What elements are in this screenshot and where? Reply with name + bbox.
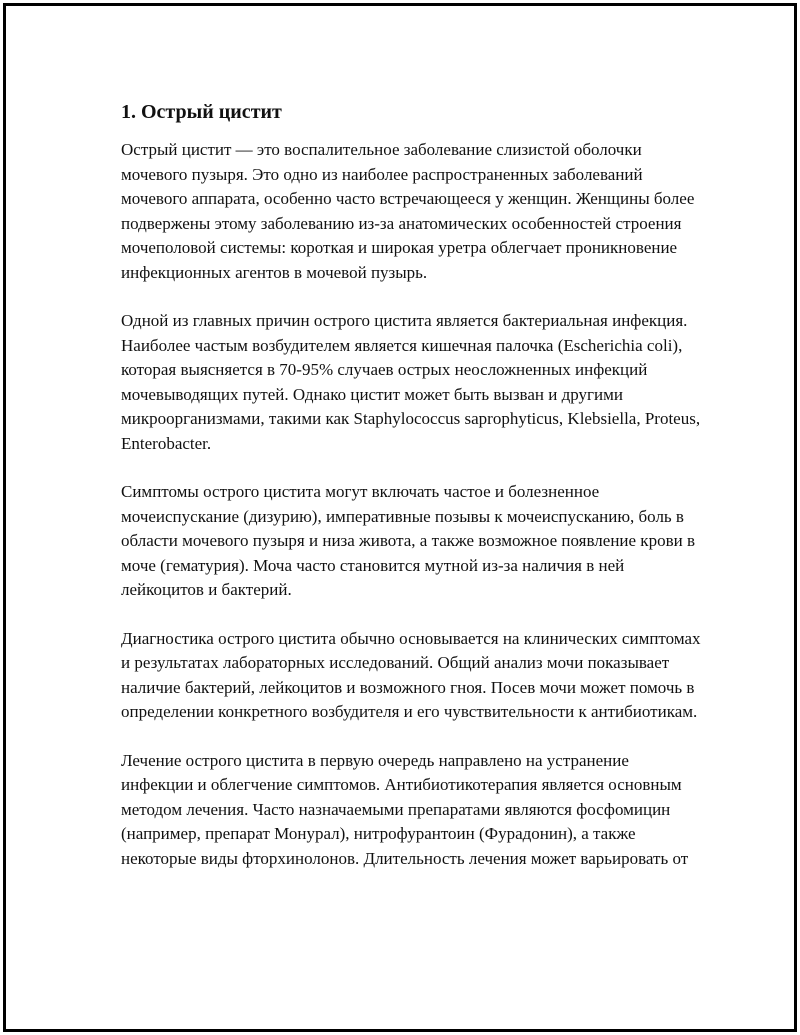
paragraph-definition: Острый цистит — это воспалительное заболевание слизистой оболочки мочевого пузыря. Это одно из наиболее распространенных заболеваний мочевого аппарата, особенно часто встречающееся у женщин. Женщины более подвержены этому заболеванию из-за анатомических особенностей строения мочеполовой системы: короткая и широкая уретра облегчает проникновение инфекционных агентов в мочевой пузырь. <box>121 140 695 282</box>
paragraph-causes: Одной из главных причин острого цистита является бактериальная инфекция. Наиболее частым возбудителем является кишечная палочка (Escherichia coli), которая выясняется в 70-95% случаев острых неосложненных инфекций мочевыводящих путей. Однако цистит может быть вызван и другими микроорганизмами, такими как Staphylococcus saprophyticus, Klebsiella, Proteus, Enterobacter. <box>121 311 701 453</box>
paragraph-treatment: Лечение острого цистита в первую очередь направлено на устранение инфекции и облегчение симптомов. Антибиотикотерапия является основным методом лечения. Часто назначаемыми препаратами являются фосфомицин (например, препарат Монурал), нитрофурантоин (Фурадонин), а также некоторые виды фторхинолонов. Длительность лечения может варьировать от <box>121 750 689 868</box>
paragraph-diagnosis: Диагностика острого цистита обычно основывается на клинических симптомах и результатах лабораторных исследований. Общий анализ мочи показывает наличие бактерий, лейкоцитов и возможного гноя. Посев мочи может помочь в определении конкретного возбудителя и его чувствительности к антибиотикам. <box>121 628 701 721</box>
page-frame <box>3 3 797 1032</box>
document-body <box>121 98 701 895</box>
paragraph-symptoms: Симптомы острого цистита могут включать частое и болезненное мочеиспускание (дизурию), императивные позывы к мочеиспусканию, боль в области мочевого пузыря и низа живота, а также возможное появление крови в моче (гематурия). Моча часто становится мутной из-за наличия в ней лейкоцитов и бактерий. <box>121 482 695 599</box>
section-heading: 1. Острый цистит <box>121 101 282 123</box>
